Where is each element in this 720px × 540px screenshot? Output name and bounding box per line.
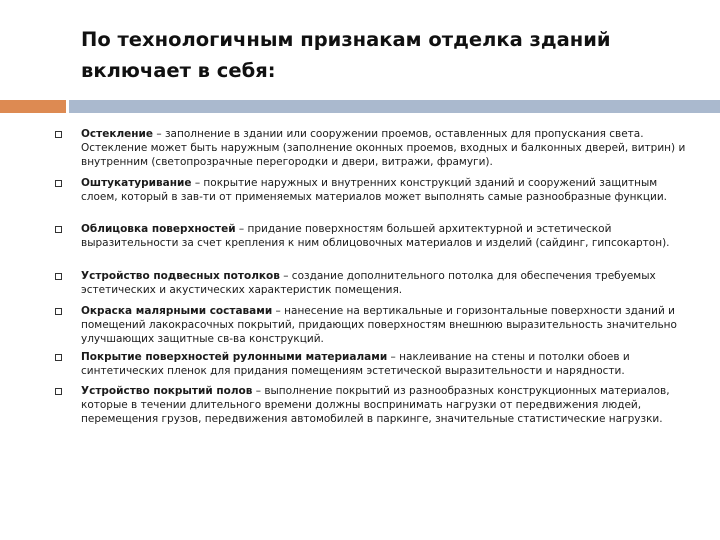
hollow-square-icon <box>55 131 62 138</box>
list-item-text <box>81 128 691 169</box>
list-item-text <box>81 351 691 379</box>
list-item-text <box>81 305 691 346</box>
hollow-square-icon <box>55 273 62 280</box>
slide-title: По технологичным признакам отделка зданий включает в себя: <box>81 28 611 82</box>
item-description: – выполнение покрытий из разнообразных конструкционных материалов, которые в течении длительного времени должны воспринимать нагрузки от передвижения людей, перемещения грузов, передвижения автомобилей в паркинге, значительные статистические нагрузки. <box>81 385 670 425</box>
item-description: – покрытие наружных и внутренних конструкций зданий и сооружений защитным слоем, который в зав-ти от применяемых материалов может выполнять самые разнообразные функции. <box>81 177 667 203</box>
item-description: – создание дополнительного потолка для обеспечения требуемых эстетических и акустических характеристик помещения. <box>81 270 656 296</box>
list-item-text <box>81 223 691 251</box>
hollow-square-icon <box>55 388 62 395</box>
item-term: Устройство подвесных потолков <box>81 270 280 282</box>
item-description: – придание поверхностям большей архитектурной и эстетической выразительности за счет крепления к ним облицовочных материалов и изделий (сайдинг, гипсокартон). <box>81 223 670 249</box>
item-term: Устройство покрытий полов <box>81 385 253 397</box>
list-item-text <box>81 270 691 298</box>
hollow-square-icon <box>55 180 62 187</box>
item-description: – заполнение в здании или сооружении проемов, оставленных для пропускания света. Остекление может быть наружным (заполнение оконных проемов, входных и балконных дверей, витрин) и внутренним (светопрозрачные перегородки и двери, витражи, фрамуги). <box>81 128 686 168</box>
item-term: Оштукатуривание <box>81 177 192 189</box>
list-item-text <box>81 385 691 426</box>
hollow-square-icon <box>55 354 62 361</box>
item-description: – наклеивание на стены и потолки обоев и синтетических пленок для придания помещениям эстетической выразительности и нарядности. <box>81 351 630 377</box>
list-item-text <box>81 177 691 205</box>
hollow-square-icon <box>55 226 62 233</box>
item-term: Окраска малярными составами <box>81 305 273 317</box>
item-term: Покрытие поверхностей рулонными материалами <box>81 351 388 363</box>
item-term: Облицовка поверхностей <box>81 223 236 235</box>
item-term: Остекление <box>81 128 154 140</box>
item-description: – нанесение на вертикальные и горизонтальные поверхности зданий и помещений лакокрасочных покрытий, придающих поверхностям внешнюю выразительность значительно улучшающих защитные св-ва конструкций. <box>81 305 677 345</box>
hollow-square-icon <box>55 308 62 315</box>
